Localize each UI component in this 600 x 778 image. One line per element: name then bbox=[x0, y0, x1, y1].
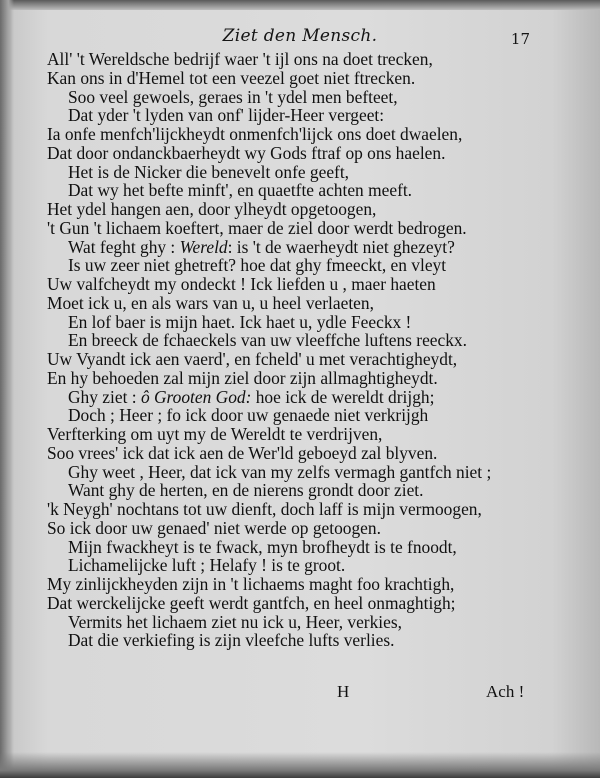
poem-line: Vermits het lichaem ziet nu ick u, Heer, verkies, bbox=[68, 611, 402, 632]
poem-line: Dat die verkiefing is zijn vleefche lufts verlies. bbox=[68, 630, 395, 651]
poem-line: Het is de Nicker die benevelt onfe geeft, bbox=[68, 161, 350, 182]
poem-line: Dat door ondanckbaerheydt wy Gods ftraf op ons haelen. bbox=[47, 142, 446, 163]
poem-line: Mijn fwackheyt is te fwack, myn brofheydt is te fnoodt, bbox=[68, 536, 457, 557]
page-bottom-edge bbox=[0, 752, 600, 778]
poem-line: Dat werckelijcke geeft werdt gantfch, en heel onmaghtigh; bbox=[47, 592, 456, 613]
poem-line: En breeck de fchaeckels van uw vleeffche luftens reeckx. bbox=[68, 330, 467, 351]
poem-line: Soo vrees' ick dat ick aen de Wer'ld geboeyd zal blyven. bbox=[47, 442, 438, 463]
poem-line: Wat feght ghy : Wereld: is 't de waerheydt niet ghezeyt? bbox=[68, 236, 455, 257]
poem-line: 't Gun 't lichaem koeftert, maer de ziel door werdt bedrogen. bbox=[47, 217, 467, 238]
poem-line: Dat yder 't lyden van onf' lijder-Heer vergeet: bbox=[68, 105, 385, 126]
poem-line: Lichamelijcke luft ; Helafy ! is te groot. bbox=[68, 555, 346, 576]
poem-line: Doch ; Heer ; fo ick door uw genaede niet verkrijgh bbox=[68, 405, 429, 426]
poem-line: 'k Neygh' nochtans tot uw dienft, doch laff is mijn vermoogen, bbox=[47, 499, 482, 519]
poem-line: Uw valfcheydt my ondeckt ! Ick liefden u , maer haeten bbox=[47, 274, 436, 294]
poem-line: All' 't Wereldsche bedrijf waer 't ijl ons na doet trecken, bbox=[47, 49, 433, 69]
poem-line: Want ghy de herten, en de nierens grondt door ziet. bbox=[68, 480, 424, 501]
poem-line: Ia onfe menfch'lijckheydt onmenfch'lijck ons doet dwaelen, bbox=[47, 124, 463, 144]
running-header: Ziet den Mensch. bbox=[222, 26, 378, 46]
poem-line: Soo veel gewoels, geraes in 't ydel men befteet, bbox=[68, 86, 398, 107]
poem-line: En lof baer is mijn haet. Ick haet u, ydle Feeckx ! bbox=[68, 311, 412, 332]
signature-mark: H bbox=[337, 682, 350, 701]
catchword: Ach ! bbox=[486, 682, 525, 701]
poem-line: Uw Vyandt ick aen vaerd', en fcheld' u met verachtigheydt, bbox=[47, 349, 458, 369]
poem-line: So ick door uw genaed' niet werde op getoogen. bbox=[47, 517, 381, 538]
poem-line: En hy behoeden zal mijn ziel door zijn allmaghtigheydt. bbox=[47, 367, 438, 388]
page-top-edge bbox=[0, 0, 600, 10]
poem-line: Verfterking om uyt my de Wereldt te verdrijven, bbox=[47, 424, 383, 444]
poem-line: Ghy weet , Heer, dat ick van my zelfs vermagh gantfch niet ; bbox=[68, 461, 492, 482]
poem-line: Kan ons in d'Hemel tot een veezel goet niet ftrecken. bbox=[47, 67, 416, 88]
page-number: 17 bbox=[510, 30, 530, 48]
poem-line: Is uw zeer niet ghetreft? hoe dat ghy fmeeckt, en vleyt bbox=[68, 255, 447, 276]
poem-line: Moet ick u, en als wars van u, u heel verlaeten, bbox=[47, 292, 374, 313]
poem-line: Het ydel hangen aen, door ylheydt opgetoogen, bbox=[47, 199, 377, 219]
poem-text bbox=[0, 50, 600, 650]
poem-line: My zinlijckheyden zijn in 't lichaems maght foo krachtigh, bbox=[47, 574, 455, 594]
poem-line: Ghy ziet : ô Grooten God: hoe ick de wereldt drijgh; bbox=[68, 386, 435, 407]
poem-line: Dat wy het befte minft', en quaetfte achten meeft. bbox=[68, 180, 413, 201]
